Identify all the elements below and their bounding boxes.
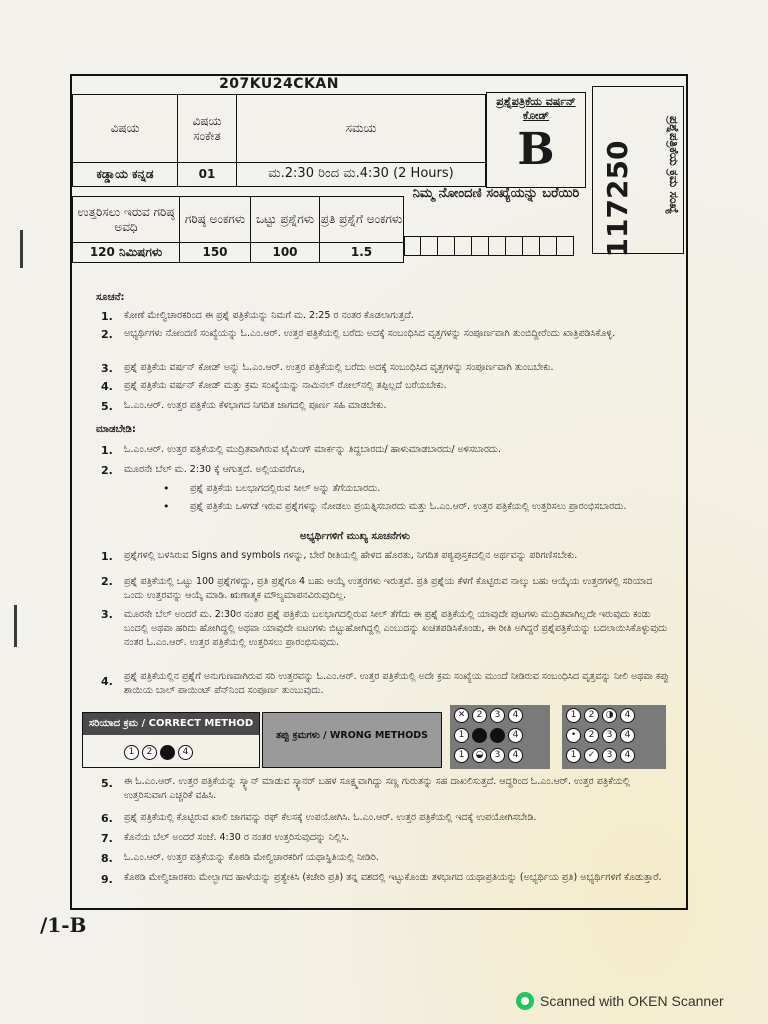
binder-mark (14, 605, 17, 647)
option-bubble-dotted: • (566, 728, 581, 743)
scanner-watermark (516, 990, 724, 1012)
reg-digit-box[interactable] (472, 236, 489, 256)
wrong-example-row (454, 728, 523, 743)
instruction-item: ಕೊಠಡಿ ಮೇಲ್ವಿಚಾರಕರು ಮೇಲ್ಭಾಗದ ಹಾಳೆಯನ್ನು ಪ್ರತ್ಯೇಕಿಸಿ (ಕಚೇರಿ ಪ್ರತಿ) ತನ್ನ ವಶದಲ್ಲಿ ಇಟ್ಟುಕೊಂಡು ತಳಭಾಗದ ಯಥಾಪ್ರತಿಯನ್ನು (ಅಭ್ಯರ್ಥಿಯ ಪ್ರತಿ) ಅಭ್ಯರ್ಥಿಗಳಿಗೆ ಕೊಡುತ್ತಾರೆ. (124, 872, 662, 883)
wrong-example-row (454, 708, 523, 723)
marks-per-question-value: 1.5 (320, 243, 404, 263)
subject-label: ವಿಷಯ (73, 95, 178, 163)
dont-bullet: ಪ್ರಶ್ನೆ ಪತ್ರಿಕೆಯ ಬಲಭಾಗದಲ್ಲಿರುವ ಸೀಲ್ ಅನ್ನು ತೆಗೆಯಬಾರದು. (190, 483, 381, 494)
item-number: 6. (101, 812, 113, 825)
reg-digit-box[interactable] (557, 236, 574, 256)
item-number: 3. (101, 362, 113, 375)
wrong-example-row (566, 728, 635, 743)
option-bubble: 1 (566, 708, 581, 723)
do-item: ಅಭ್ಯರ್ಥಿಗಳು ನೋಂದಣಿ ಸಂಖ್ಯೆಯನ್ನು ಓ.ಎಂ.ಆರ್. ಉತ್ತರ ಪತ್ರಿಕೆಯಲ್ಲಿ ಬರೆದು ಅದಕ್ಕೆ ಸಂಬಂಧಿಸಿದ ವೃತ್ತಗಳನ್ನು ಸಂಪೂರ್ಣವಾಗಿ ತುಂಬಿದ್ದೀರೆಂದು ಖಾತ್ರಿಪಡಿಸಿಕೊಳ್ಳಿ. (124, 328, 616, 339)
instruction-item: ಪ್ರಶ್ನೆಗಳಲ್ಲಿ ಬಳಸಿರುವ Signs and symbols ಗಳನ್ನು, ಬೇರೆ ರೀತಿಯಲ್ಲಿ ಹೇಳದ ಹೊರತು, ನಿಗದಿತ ಪಠ್ಯಪುಸ್ತಕದಲ್ಲಿನ ಅರ್ಥವನ್ನು ಪರಿಗಣಿಸಬೇಕು. (124, 550, 578, 561)
subject-value: ಕಡ್ಡಾಯ ಕನ್ನಡ (73, 163, 178, 187)
option-bubble-filled (160, 745, 175, 760)
item-number: 4. (101, 675, 113, 688)
max-marks-label: ಗರಿಷ್ಠ ಅಂಕಗಳು (180, 197, 251, 243)
option-bubble: 1 (124, 745, 139, 760)
option-bubble: 4 (620, 748, 635, 763)
footer-page-code: /1-B (40, 913, 87, 937)
item-number: 8. (101, 852, 113, 865)
reg-digit-box[interactable] (523, 236, 540, 256)
reg-digit-box[interactable] (404, 236, 421, 256)
item-number: 3. (101, 608, 113, 621)
total-questions-value: 100 (251, 243, 320, 263)
serial-number: 117250 (601, 140, 634, 258)
bullet-dot: • (163, 482, 170, 495)
version-code-label: ಪ್ರಶ್ನೆಪತ್ರಿಕೆಯ ವರ್ಷನ್ ಕೋಡ್ (496, 95, 576, 123)
instruction-item: ಪ್ರಶ್ನೆ ಪತ್ರಿಕೆಯಲ್ಲಿ ಒಟ್ಟು 100 ಪ್ರಶ್ನೆಗಳಿದ್ದು, ಪ್ರತಿ ಪ್ರಶ್ನೆಗೂ 4 ಬಹು ಆಯ್ಕೆ ಉತ್ತರಗಳು ಇರುತ್ತವೆ. ಪ್ರತಿ ಪ್ರಶ್ನೆಯ ಕೆಳಗೆ ಕೊಟ್ಟಿರುವ ನಾಲ್ಕು ಬಹು ಆಯ್ಕೆಯ ಉತ್ತರಗಳಲ್ಲಿ ಸರಿಯಾದ ಒಂದು ಉತ್ತರವನ್ನು ಆಯ್ಕೆ ಮಾಡಿ. ಋಣಾತ್ಮಕ ಮೌಲ್ಯಮಾಪನವಿರುವುದಿಲ್ಲ. (124, 576, 653, 601)
instruction-item: ಮೂರನೇ ಬೆಲ್ ಅಂದರೆ ಮ. 2:30ರ ನಂತರ ಪ್ರಶ್ನೆ ಪತ್ರಿಕೆಯ ಬಲಭಾಗದಲ್ಲಿರುವ ಸೀಲ್ ತೆಗೆದು ಈ ಪ್ರಶ್ನೆ ಪತ್ರಿಕೆಯಲ್ಲಿ ಯಾವುದೇ ಪುಟಗಳು ಮುದ್ರಿತವಾಗಿಲ್ಲದೇ ಇರುವುದು ಕಂಡು ಬಂದಲ್ಲಿ ಅಥವಾ ಹರಿದು ಹೋಗಿದ್ದಲ್ಲಿ ಅಥವಾ ಯಾವುದೇ ಐಟಂಗಳು ಬಿಟ್ಟುಹೋಗಿದ್ದಲ್ಲಿ ಎಂಬುದನ್ನು ಖಚಿತಪಡಿಸಿಕೊಂಡು, ಈ ರೀತಿ ಅಗಿದ್ದರೆ ಪ್ರಶ್ನೆಪತ್ರಿಕೆಯನ್ನು ಬದಲಾಯಿಸಿಕೊಳ್ಳುವುದು ನಂತರ ಓ.ಎಂ.ಆರ್. ಉತ್ತರ ಪತ್ರಿಕೆಯಲ್ಲಿ ಉತ್ತರಿಸಲು ಪ್ರಾರಂಭಿಸುವುದು. (124, 609, 668, 648)
exam-info-table (72, 94, 486, 187)
option-bubble: 3 (490, 708, 505, 723)
option-bubble: 4 (620, 728, 635, 743)
instructions-heading: ಅಭ್ಯರ್ಥಿಗಳಿಗೆ ಮುಖ್ಯ ಸೂಚನೆಗಳು (300, 531, 410, 542)
marks-per-question-label: ಪ್ರತಿ ಪ್ರಶ್ನೆಗೆ ಅಂಕಗಳು (320, 197, 404, 243)
option-bubble-filled (490, 728, 505, 743)
option-bubble-half: ◑ (602, 708, 617, 723)
do-item: ಪ್ರಶ್ನೆ ಪತ್ರಿಕೆಯ ವರ್ಷನ್ ಕೋಡ್ ಮತ್ತು ಕ್ರಮ ಸಂಖ್ಯೆಯನ್ನು ನಾಮಿನಲ್ ರೋಲ್‌ನಲ್ಲಿ ತಪ್ಪಿಲ್ಲದೆ ಬರೆಯಬೇಕು. (124, 380, 447, 391)
option-bubble: 1 (454, 748, 469, 763)
option-bubble: 2 (472, 708, 487, 723)
item-number: 4. (101, 380, 113, 393)
item-number: 2. (101, 464, 113, 477)
wrong-example-row (566, 748, 635, 763)
option-bubble: 2 (584, 728, 599, 743)
do-item: ಪ್ರಶ್ನೆ ಪತ್ರಿಕೆಯ ವರ್ಷನ್ ಕೋಡ್ ಅನ್ನು ಓ.ಎಂ.ಆರ್. ಉತ್ತರ ಪತ್ರಿಕೆಯಲ್ಲಿ ಬರೆದು ಅದಕ್ಕೆ ಸಂಬಂಧಿಸಿದ ವೃತ್ತಗಳನ್ನು ಸಂಪೂರ್ಣವಾಗಿ ತುಂಬಬೇಕು. (124, 362, 554, 373)
option-bubble-partial: ◒ (472, 748, 487, 763)
total-questions-label: ಒಟ್ಟು ಪ್ರಶ್ನೆಗಳು (251, 197, 320, 243)
scanner-logo-icon (516, 992, 534, 1010)
section-dont-heading: ಮಾಡಬೇಡಿ: (96, 424, 136, 435)
option-bubble-crossed: ✕ (454, 708, 469, 723)
item-number: 1. (101, 310, 113, 323)
binder-mark (20, 230, 23, 268)
option-bubble: 3 (602, 748, 617, 763)
do-item: ಕೋಣೆ ಮೇಲ್ವಿಚಾರಕರಿಂದ ಈ ಪ್ರಶ್ನೆ ಪತ್ರಿಕೆಯನ್ನು ನಿಮಗೆ ಮ. 2:25 ರ ನಂತರ ಕೊಡಲಾಗುತ್ತದೆ. (124, 310, 414, 321)
max-time-value: 120 ನಿಮಿಷಗಳು (73, 243, 180, 263)
version-code-value: B (517, 123, 555, 175)
instruction-item: ಪ್ರಶ್ನೆ ಪತ್ರಿಕೆಯಲ್ಲಿನ ಪ್ರಶ್ನೆಗೆ ಅನುಗುಣವಾಗಿರುವ ಸರಿ ಉತ್ತರವನ್ನು ಓ.ಎಂ.ಆರ್. ಉತ್ತರ ಪತ್ರಿಕೆಯಲ್ಲಿ ಅದೇ ಕ್ರಮ ಸಂಖ್ಯೆಯ ಮುಂದೆ ನೀಡಿರುವ ಸಂಬಂಧಿಸಿದ ವೃತ್ತವನ್ನು ನೀಲಿ ಅಥವಾ ಕಪ್ಪು ಶಾಯಿಯ ಬಾಲ್ ಪಾಯಿಂಟ್ ಪೆನ್‌ನಿಂದ ಸಂಪೂರ್ಣ ತುಂಬುವುದು. (124, 671, 669, 696)
dont-bullet: ಪ್ರಶ್ನೆ ಪತ್ರಿಕೆಯ ಒಳಗಡೆ ಇರುವ ಪ್ರಶ್ನೆಗಳನ್ನು ನೋಡಲು ಪ್ರಯತ್ನಿಸಬಾರದು ಮತ್ತು ಓ.ಎಂ.ಆರ್. ಉತ್ತರ ಪತ್ರಿಕೆಯಲ್ಲಿ ಉತ್ತರಿಸಲು ಪ್ರಾರಂಭಿಸಬಾರದು. (190, 501, 627, 512)
bullet-dot: • (163, 500, 170, 513)
serial-number-label: ಪ್ರಶ್ನೆಪತ್ರಿಕೆಯ ಕ್ರಮ ಸಂಖ್ಯೆ (667, 115, 681, 215)
item-number: 5. (101, 400, 113, 413)
option-bubble: 2 (584, 708, 599, 723)
item-number: 2. (101, 575, 113, 588)
item-number: 7. (101, 832, 113, 845)
option-bubble: 4 (508, 708, 523, 723)
item-number: 1. (101, 550, 113, 563)
dont-item: ಮೂರನೇ ಬೆಲ್ ಮ. 2:30 ಕ್ಕೆ ಆಗುತ್ತದೆ. ಅಲ್ಲಿಯವರೆಗೂ, (124, 464, 305, 475)
section-do-heading: ಸೂಚನೆ: (96, 292, 125, 303)
option-bubble: 2 (142, 745, 157, 760)
option-bubble-ticked: ✓ (584, 748, 599, 763)
option-bubble: 3 (490, 748, 505, 763)
item-number: 1. (101, 444, 113, 457)
reg-digit-box[interactable] (421, 236, 438, 256)
time-label: ಸಮಯ (237, 95, 486, 163)
wrong-example-row (566, 708, 635, 723)
correct-method-label: ಸರಿಯಾದ ಕ್ರಮ / CORRECT METHOD (83, 713, 259, 735)
reg-digit-box[interactable] (489, 236, 506, 256)
scanner-text: Scanned with OKEN Scanner (540, 993, 724, 1009)
option-bubble: 4 (508, 748, 523, 763)
wrong-example-row (454, 748, 523, 763)
registration-number-label: ನಿಮ್ಮ ನೋಂದಣಿ ಸಂಖ್ಯೆಯನ್ನು ಬರೆಯಿರಿ (412, 186, 580, 201)
instruction-item: ಪ್ರಶ್ನೆ ಪತ್ರಿಕೆಯಲ್ಲಿ ಕೊಟ್ಟಿರುವ ಖಾಲಿ ಜಾಗವನ್ನು ರಫ್ ಕೆಲಸಕ್ಕೆ ಉಪಯೋಗಿಸಿ. ಓ.ಎಂ.ಆರ್. ಉತ್ತರ ಪತ್ರಿಕೆಯಲ್ಲಿ ಇದಕ್ಕೆ ಉಪಯೋಗಿಸಬೇಡಿ. (124, 812, 537, 823)
instruction-item: ಕೊನೆಯ ಬೆಲ್ ಅಂದರೆ ಸಂಜೆ. 4:30 ರ ನಂತರ ಉತ್ತರಿಸುವುದನ್ನು ನಿಲ್ಲಿಸಿ. (124, 832, 350, 843)
max-time-label: ಉತ್ತರಿಸಲು ಇರುವ ಗರಿಷ್ಠ ಅವಧಿ (73, 197, 180, 243)
dont-item: ಓ.ಎಂ.ಆರ್. ಉತ್ತರ ಪತ್ರಿಕೆಯಲ್ಲಿ ಮುದ್ರಿತವಾಗಿರುವ ಟೈಮಿಂಗ್ ಮಾರ್ಕನ್ನು ತಿದ್ದಬಾರದು/ ಹಾಳುಮಾಡಬಾರದು/ ಅಳಿಸಬಾರದು. (124, 444, 502, 455)
time-value: ಮ.2:30 ರಿಂದ ಮ.4:30 (2 Hours) (237, 163, 486, 187)
reg-digit-box[interactable] (438, 236, 455, 256)
paper-code: 207KU24CKAN (219, 76, 339, 92)
option-bubble: 1 (566, 748, 581, 763)
item-number: 5. (101, 777, 113, 790)
correct-method-bubbles (124, 745, 193, 760)
version-code-box (486, 92, 586, 188)
subject-code-label: ವಿಷಯ ಸಂಕೇತ (178, 95, 237, 163)
registration-number-boxes[interactable] (404, 236, 574, 256)
max-marks-value: 150 (180, 243, 251, 263)
option-bubble: 4 (620, 708, 635, 723)
item-number: 2. (101, 328, 113, 341)
do-item: ಓ.ಎಂ.ಆರ್. ಉತ್ತರ ಪತ್ರಿಕೆಯ ಕೆಳಭಾಗದ ನಿಗದಿತ ಜಾಗದಲ್ಲಿ ಪೂರ್ಣ ಸಹಿ ಮಾಡಬೇಕು. (124, 400, 387, 411)
reg-digit-box[interactable] (455, 236, 472, 256)
subject-code-value: 01 (178, 163, 237, 187)
wrong-methods-label: ತಪ್ಪು ಕ್ರಮಗಳು / WRONG METHODS (276, 730, 429, 741)
option-bubble: 1 (454, 728, 469, 743)
option-bubble: 4 (178, 745, 193, 760)
reg-digit-box[interactable] (540, 236, 557, 256)
marks-info-table (72, 196, 404, 263)
option-bubble: 4 (508, 728, 523, 743)
reg-digit-box[interactable] (506, 236, 523, 256)
instruction-item: ಈ ಓ.ಎಂ.ಆರ್. ಉತ್ತರ ಪತ್ರಿಕೆಯನ್ನು ಸ್ಕ್ಯಾನ್ ಮಾಡುವ ಸ್ಕ್ಯಾನರ್ ಬಹಳ ಸೂಕ್ಷ್ಮವಾಗಿದ್ದು ಸಣ್ಣ ಗುರುತನ್ನು ಸಹ ದಾಖಲಿಸುತ್ತದೆ. ಆದ್ದರಿಂದ ಓ.ಎಂ.ಆರ್. ಉತ್ತರ ಪತ್ರಿಕೆಯಲ್ಲಿ ಉತ್ತರಿಸುವಾಗ ಎಚ್ಚರಿಕೆ ವಹಿಸಿ. (124, 776, 630, 801)
item-number: 9. (101, 873, 113, 886)
instruction-item: ಓ.ಎಂ.ಆರ್. ಉತ್ತರ ಪತ್ರಿಕೆಯನ್ನು ಕೊಠಡಿ ಮೇಲ್ವಿಚಾರಕರಿಗೆ ಯಥಾಸ್ಥಿತಿಯಲ್ಲಿ ನೀಡಿರಿ. (124, 852, 379, 863)
option-bubble-filled (472, 728, 487, 743)
option-bubble: 3 (602, 728, 617, 743)
